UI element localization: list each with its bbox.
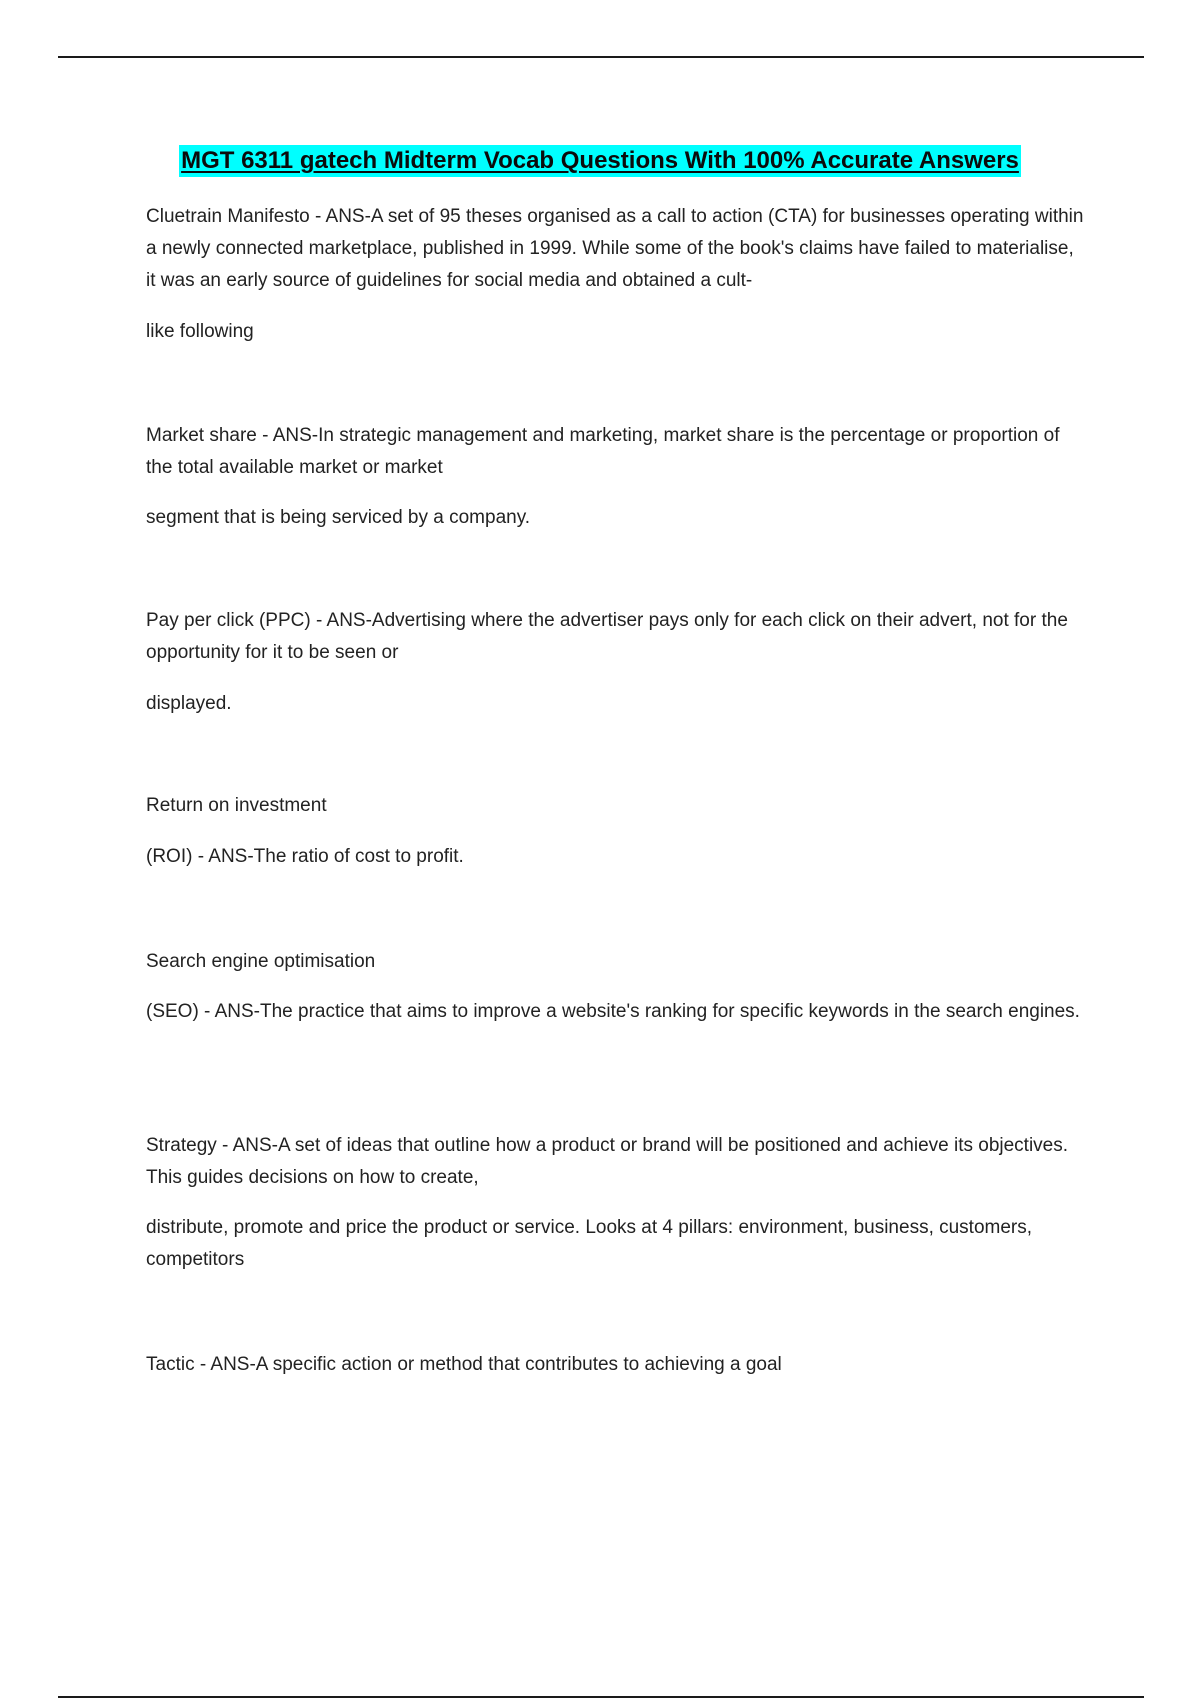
top-rule [58, 56, 1144, 58]
paragraph-roi-definition: (ROI) - ANS-The ratio of cost to profit. [146, 846, 464, 867]
paragraph-roi-term: Return on investment [146, 795, 327, 816]
paragraph-cluetrain: Cluetrain Manifesto - ANS-A set of 95 theses organised as a call to action (CTA) for businesses operating within a newly connected marketplace, published in 1999. While some of the book's claims have failed to materialise, it was an early source of guidelines for social media and obtained a cult- [146, 206, 1084, 291]
paragraph-ppc: Pay per click (PPC) - ANS-Advertising where the advertiser pays only for each click on their advert, not for the opportunity for it to be seen or [146, 610, 1068, 663]
paragraph-ppc-cont: displayed. [146, 693, 232, 714]
paragraph-seo-definition: (SEO) - ANS-The practice that aims to improve a website's ranking for specific keywords in the search engines. [146, 1001, 1080, 1022]
paragraph-cluetrain-cont: like following [146, 321, 254, 342]
paragraph-tactic: Tactic - ANS-A specific action or method that contributes to achieving a goal [146, 1354, 782, 1375]
title-container [0, 145, 1200, 177]
paragraph-strategy: Strategy - ANS-A set of ideas that outline how a product or brand will be positioned and achieve its objectives. This guides decisions on how to create, [146, 1135, 1069, 1188]
paragraph-market-share-cont: segment that is being serviced by a company. [146, 507, 531, 528]
paragraph-strategy-cont: distribute, promote and price the product or service. Looks at 4 pillars: environment, business, customers, competitors [146, 1217, 1033, 1270]
bottom-rule [58, 1696, 1144, 1698]
paragraph-seo-term: Search engine optimisation [146, 951, 376, 972]
paragraph-market-share: Market share - ANS-In strategic management and marketing, market share is the percentage or proportion of the total available market or market [146, 425, 1060, 478]
document-title: MGT 6311 gatech Midterm Vocab Questions With 100% Accurate Answers [179, 145, 1021, 177]
